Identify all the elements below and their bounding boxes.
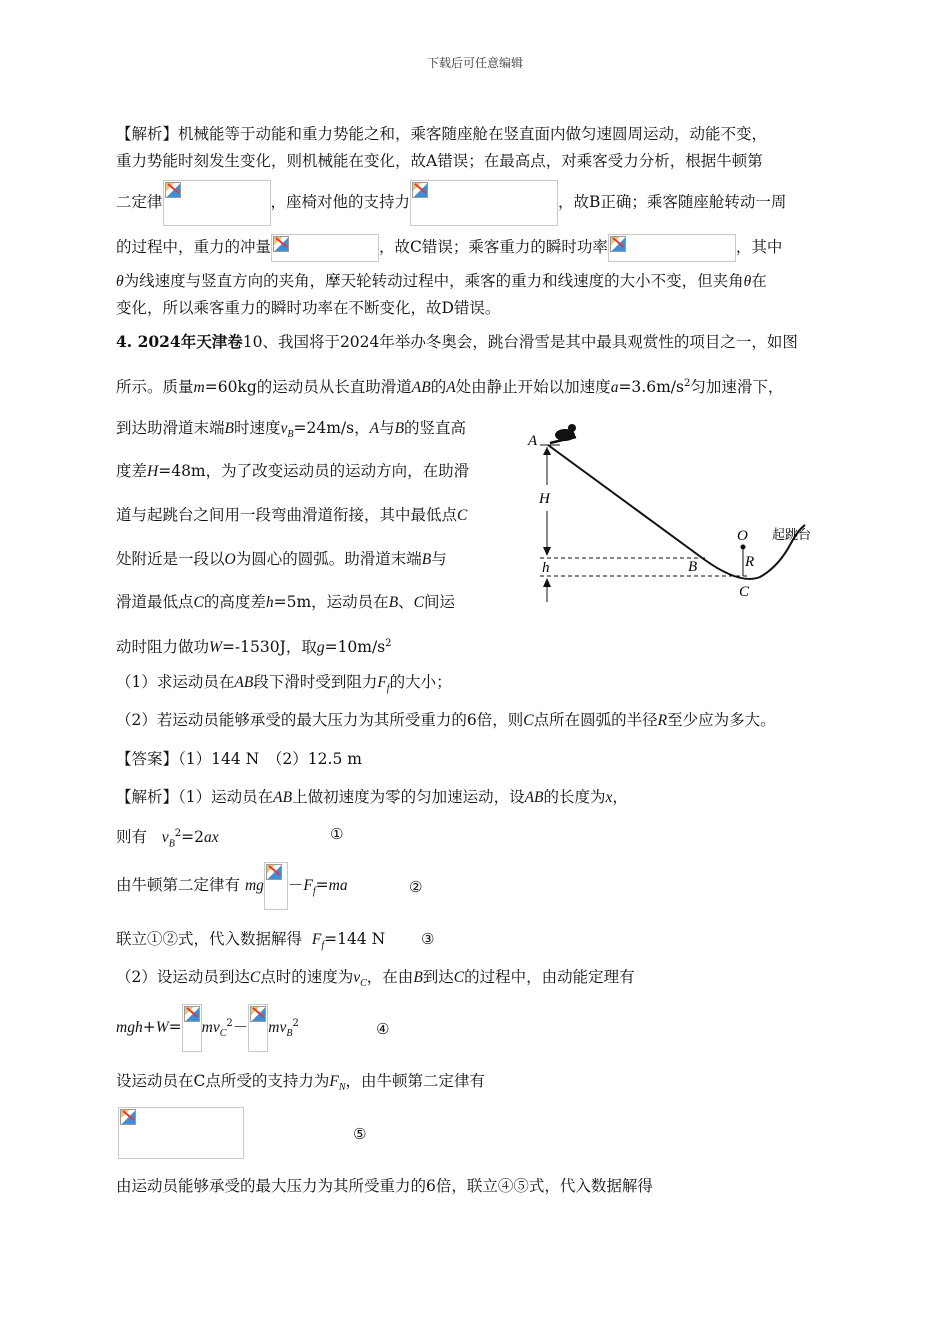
text: 度差: [116, 462, 148, 480]
question-4-line-3: [116, 417, 466, 446]
question-4-line-2: [116, 373, 783, 399]
text: 设运动员在C点所受的支持力为: [116, 1072, 330, 1090]
analysis-line-4: [116, 234, 782, 262]
text: 的: [430, 378, 447, 397]
superscript: 2: [292, 1017, 299, 1029]
subscript: N: [338, 1082, 346, 1094]
question-4-line-4: [116, 460, 469, 483]
text: =60kg的运动员从长直助滑道: [204, 378, 412, 397]
formula-image: [608, 234, 736, 262]
var: B: [388, 594, 399, 611]
text: 的竖直高: [404, 419, 467, 437]
text: =: [168, 1018, 182, 1036]
var: H: [147, 463, 159, 480]
text: 为圆心的圆弧。助滑道末端: [235, 550, 422, 568]
var: m: [193, 379, 205, 397]
text: 、: [398, 593, 414, 611]
text: =144 N: [324, 930, 386, 948]
var: v: [280, 420, 288, 437]
theta-symbol: θ: [743, 273, 752, 290]
var: h: [265, 594, 274, 611]
text: 的过程中，由动能定理有: [464, 968, 635, 986]
analysis-line-3: [116, 180, 786, 226]
text: ，故B正确；乘客随座舱转动一周: [558, 193, 787, 211]
var: F: [311, 931, 322, 948]
equation-number-2: ②: [409, 878, 423, 896]
text: 与: [379, 419, 395, 437]
subscript: C: [360, 978, 367, 990]
var: B: [421, 551, 432, 568]
var: C: [193, 594, 204, 611]
var: v: [161, 829, 169, 847]
label-C: C: [739, 584, 750, 600]
var: C: [523, 712, 534, 729]
text: 的长度为: [543, 788, 606, 806]
text: ，由牛顿第二定律有: [345, 1072, 486, 1090]
formula-image: [410, 180, 558, 226]
var: mv: [201, 1019, 220, 1036]
subscript: B: [286, 1028, 293, 1040]
var: x: [605, 789, 613, 806]
answer-line: 【答案】（1）144 N （2）12.5 m: [116, 750, 362, 768]
var: ma: [328, 877, 348, 894]
arrowhead: [543, 547, 551, 556]
question-4-line-1: [116, 331, 798, 353]
var: C: [453, 969, 465, 986]
formula-image: [118, 1107, 244, 1159]
equation-number-4: ④: [376, 1020, 390, 1038]
var: W: [155, 1019, 169, 1036]
formula-image: [163, 180, 271, 226]
superscript: 2: [174, 828, 182, 839]
text: =: [315, 876, 329, 894]
var: AB: [234, 674, 254, 691]
label-O: O: [737, 528, 748, 544]
text: ，座椅对他的支持力: [270, 193, 411, 211]
label-R: R: [745, 554, 755, 570]
solution-line-1: [116, 786, 628, 809]
var: v: [353, 969, 361, 986]
analysis-line-2: 重力势能时刻发生变化，则机械能在变化，故A错误；在最高点，对乘客受力分析，根据牛顿第: [116, 152, 763, 170]
text: －: [232, 1018, 249, 1036]
formula-image: [248, 1004, 268, 1052]
question-label: 4. 2024年天津卷: [116, 332, 243, 351]
solution-line-2: [116, 823, 219, 855]
text: 在: [751, 272, 767, 290]
solution-line-3: [116, 862, 348, 910]
text: =-1530J，取: [221, 638, 317, 657]
arrowhead: [543, 578, 551, 587]
formula-image: [182, 1004, 202, 1052]
label-takeoff-platform: 起跳台: [772, 527, 812, 542]
text: ，在由: [366, 968, 414, 986]
var: ax: [204, 829, 219, 847]
text: 至少应为多大。: [667, 711, 776, 729]
analysis-line-5: [116, 270, 767, 293]
text: 的过程中，重力的冲量: [116, 238, 272, 256]
text: 动时阻力做功: [116, 638, 210, 657]
var: F: [329, 1073, 339, 1090]
question-4-line-5: [116, 504, 467, 527]
label-H: H: [539, 491, 550, 507]
var: g: [316, 639, 325, 657]
var: W: [209, 639, 222, 657]
var: C: [413, 594, 425, 611]
superscript: 2: [385, 638, 392, 649]
var: mv: [268, 1019, 287, 1036]
text: 10、我国将于2024年举办冬奥会，跳台滑雪是其中最具观赏性的项目之一，如图: [242, 333, 798, 351]
formula-image: [264, 862, 288, 910]
text: 的大小；: [389, 673, 452, 691]
var: B: [224, 420, 234, 437]
page-header: 下载后可任意编辑: [426, 56, 523, 70]
var: C: [249, 969, 261, 986]
text: =24m/s，: [293, 419, 370, 437]
solution-line-6: [116, 1004, 299, 1052]
solution-line-4: [116, 928, 385, 957]
subscript: f: [312, 886, 316, 898]
subscript: f: [321, 940, 325, 952]
text: 【解析】（1）运动员在: [116, 788, 274, 806]
text: 联立①②式，代入数据解得: [116, 930, 303, 948]
var: C: [457, 507, 468, 524]
text: 则有: [116, 828, 148, 847]
text: 为线速度与竖直方向的夹角，摩天轮转动过程中，乘客的重力和线速度的大小不变，但夹角: [123, 272, 744, 290]
text: ，其中: [735, 238, 783, 256]
var: AB: [524, 789, 544, 806]
subscript: f: [386, 683, 390, 695]
text: =10m/s: [324, 638, 386, 657]
var: AB: [273, 789, 293, 806]
question-4-line-7: [116, 591, 455, 614]
var: R: [657, 712, 668, 729]
text: 的高度差: [203, 593, 266, 611]
text: =48m，为了改变运动员的运动方向，在助滑: [158, 462, 470, 480]
equation-number-5: ⑤: [353, 1125, 367, 1143]
var: A: [369, 420, 380, 437]
superscript: 2: [226, 1017, 233, 1029]
formula-image: [271, 234, 379, 262]
text: （2）设运动员到达: [116, 968, 250, 986]
text: 时速度: [233, 419, 281, 437]
var: B: [394, 420, 405, 437]
subscript: B: [168, 838, 175, 850]
text: －: [287, 876, 304, 894]
text: +: [142, 1018, 156, 1036]
equation-number-1: ①: [330, 825, 344, 843]
text: ，: [612, 788, 628, 806]
label-A: A: [528, 433, 538, 449]
text: 匀加速滑下，: [690, 378, 784, 397]
text: =5m，运动员在: [273, 593, 389, 611]
text: 上做初速度为零的匀加速运动，设: [292, 788, 525, 806]
text: 与: [431, 550, 447, 568]
skier-icon: [550, 424, 576, 443]
arrowhead: [543, 447, 551, 455]
question-4-part-2: [116, 709, 776, 732]
var: AB: [411, 379, 431, 397]
ski-jump-diagram: [520, 415, 830, 615]
text: 所示。质量: [116, 378, 194, 397]
text: 段下滑时受到阻力: [253, 673, 378, 691]
var: O: [224, 551, 236, 568]
var: F: [377, 674, 387, 691]
superscript: 2: [683, 378, 691, 389]
text: 处附近是一段以: [116, 550, 225, 568]
text: 到达: [422, 968, 454, 986]
text: 间运: [424, 593, 456, 611]
solution-line-5: [116, 966, 635, 995]
var: F: [303, 877, 313, 894]
text: 处由静止开始以加速度: [455, 378, 611, 397]
theta-symbol: θ: [116, 273, 124, 290]
analysis-line-6: 变化，所以乘客重力的瞬时功率在不断变化，故D错误。: [116, 299, 501, 317]
var: B: [413, 969, 423, 986]
text: =2: [181, 828, 205, 847]
var: a: [610, 379, 619, 397]
text: （2）若运动员能够承受的最大压力为其所受重力的6倍，则: [116, 711, 524, 729]
question-4-part-1: [116, 671, 452, 700]
center-point-O: [741, 545, 746, 550]
analysis-line-1: 【解析】机械能等于动能和重力势能之和，乘客随座舱在竖直面内做匀速圆周运动，动能不变，: [116, 125, 768, 143]
text: =3.6m/s: [618, 378, 684, 397]
subscript: B: [287, 429, 294, 441]
text: 点时的速度为: [260, 968, 354, 986]
text: （1）求运动员在: [116, 673, 235, 691]
text: 滑道最低点: [116, 593, 194, 611]
ski-slope: [548, 445, 805, 579]
label-h: h: [542, 560, 550, 576]
text: 二定律: [116, 193, 163, 211]
var: A: [446, 379, 456, 397]
text: 道与起跳台之间用一段弯曲滑道衔接，其中最低点: [116, 506, 458, 524]
subscript: C: [219, 1028, 227, 1040]
solution-line-8: 由运动员能够承受的最大压力为其所受重力的6倍，联立④⑤式，代入数据解得: [116, 1177, 653, 1195]
question-4-line-6: [116, 548, 447, 571]
text: 到达助滑道末端: [116, 419, 225, 437]
equation-number-3: ③: [421, 930, 435, 948]
text: 点所在圆弧的半径: [533, 711, 658, 729]
label-B: B: [688, 559, 698, 575]
text: 由牛顿第二定律有: [116, 876, 241, 894]
solution-line-7: [116, 1070, 485, 1099]
var: mg: [244, 877, 264, 894]
question-4-line-8: [116, 633, 392, 659]
text: ，故C错误；乘客重力的瞬时功率: [379, 238, 608, 256]
var: mgh: [116, 1019, 143, 1036]
